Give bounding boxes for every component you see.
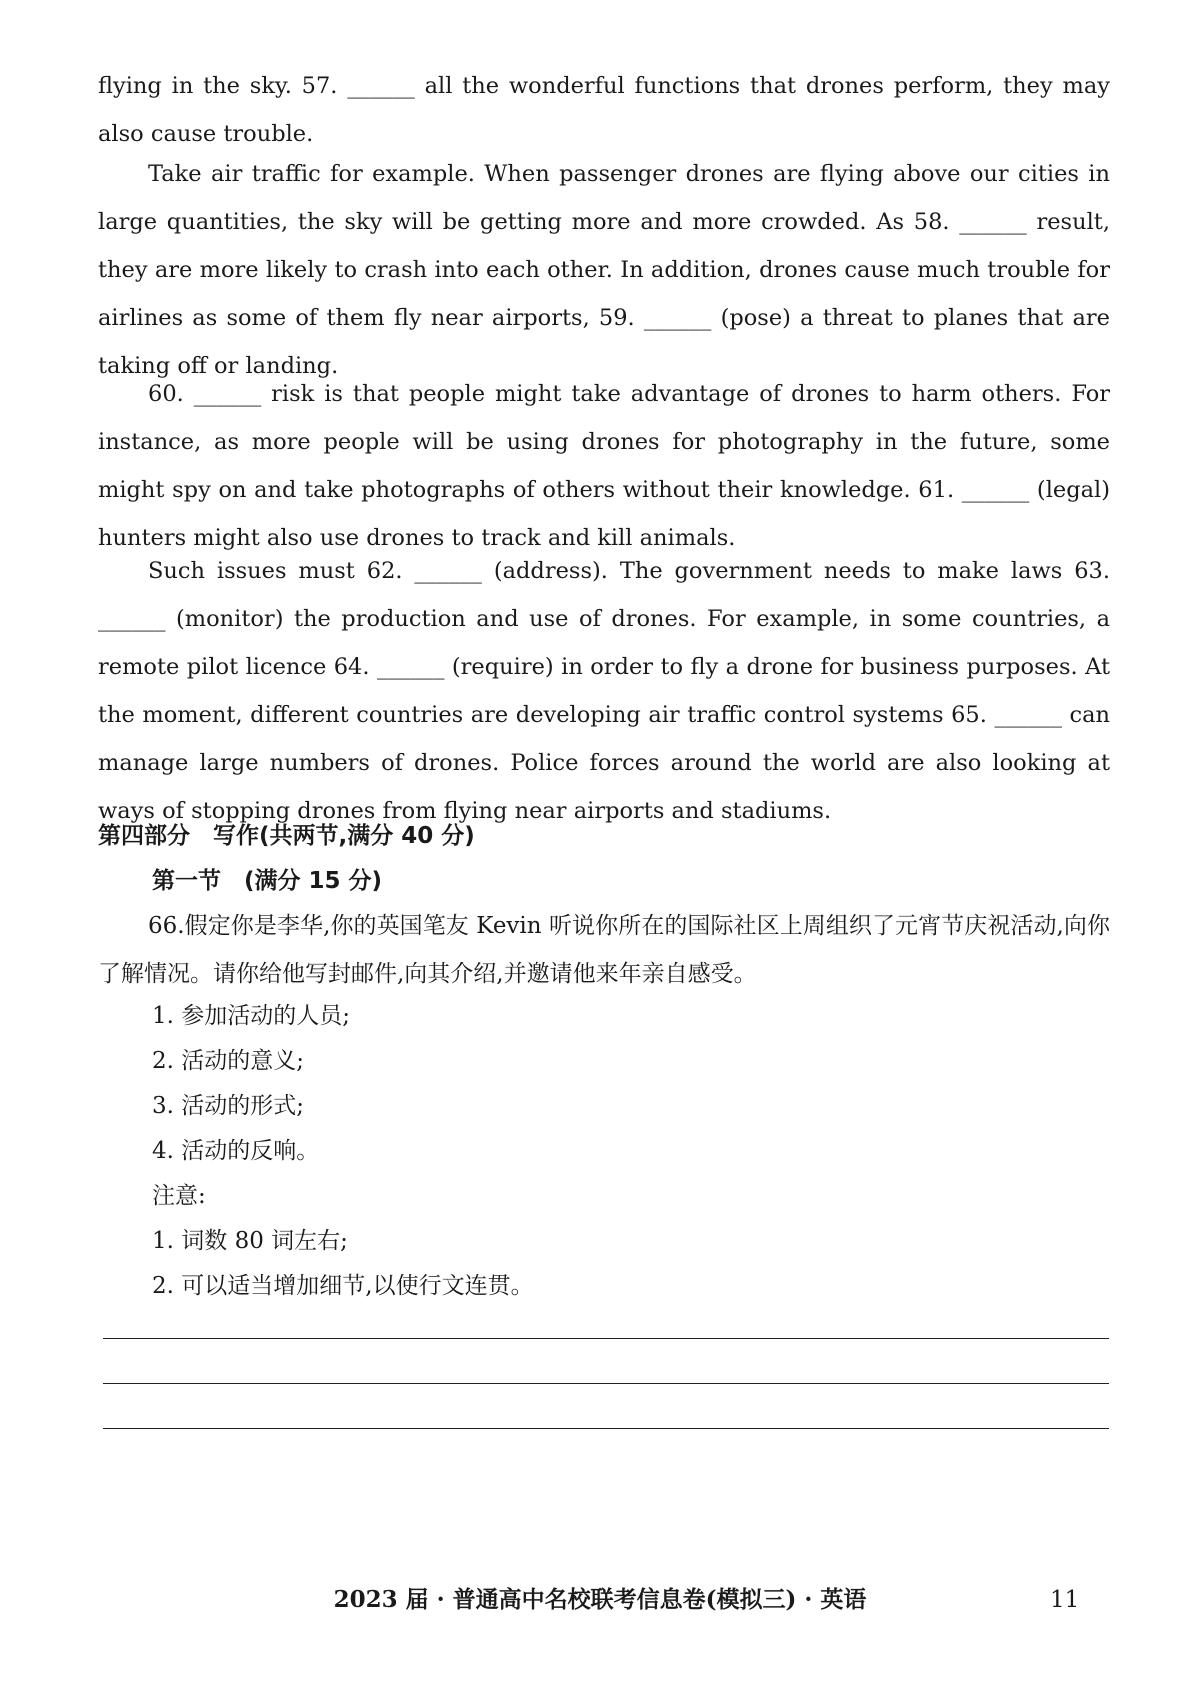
answer-line-2[interactable]: [103, 1383, 1109, 1384]
writing-point-4: 4. 活动的反响。: [152, 1138, 320, 1164]
notes-label: 注意:: [152, 1183, 206, 1209]
passage-paragraph-2: Take air traffic for example. When passenger drones are flying above our cities in large quantities, the sky will be getting more and more crowded. As 58. ______ result, they are more likely to crash into each other. In addition, drones cause much trouble for airlines as some of them fly near airports, 59. ______ (pose) a threat to planes that are taking off or landing.: [98, 161, 1110, 379]
note-1: 1. 词数 80 词左右;: [152, 1228, 348, 1254]
passage-paragraph-4: Such issues must 62. ______ (address). The government needs to make laws 63. ______ (monitor) the production and use of drones. For example, in some countries, a remote pilot licence 64. ______ (require) in order to fly a drone for business purposes. At the moment, different countries are developing air traffic control systems 65. ______ can manage large numbers of drones. Police forces around the world are also looking at ways of stopping drones from flying near airports and stadiums.: [98, 558, 1110, 824]
page-number: 11: [1050, 1587, 1080, 1613]
passage-paragraph-3: 60. ______ risk is that people might take advantage of drones to harm others. For instance, as more people will be using drones for photography in the future, some might spy on and take photographs of others without their knowledge. 61. ______ (legal) hunters might also use drones to track and kill animals.: [98, 381, 1110, 551]
passage-paragraph-1: flying in the sky. 57. ______ all the wonderful functions that drones perform, they may also cause trouble.: [98, 73, 1110, 147]
answer-line-3[interactable]: [103, 1428, 1109, 1429]
writing-part-title: 第四部分 写作(共两节,满分 40 分): [98, 823, 475, 849]
writing-point-1: 1. 参加活动的人员;: [152, 1003, 351, 1029]
writing-section-title: 第一节 (满分 15 分): [152, 868, 383, 894]
writing-point-2: 2. 活动的意义;: [152, 1048, 305, 1074]
footer-title: 2023 届 · 普通高中名校联考信息卷(模拟三) · 英语: [333, 1586, 867, 1613]
writing-prompt: 66.假定你是李华,你的英国笔友 Kevin 听说你所在的国际社区上周组织了元宵节庆祝活动,向你了解情况。请你给他写封邮件,向其介绍,并邀请他来年亲自感受。: [98, 913, 1110, 987]
note-2: 2. 可以适当增加细节,以使行文连贯。: [152, 1273, 534, 1299]
writing-point-3: 3. 活动的形式;: [152, 1093, 305, 1119]
answer-line-1[interactable]: [103, 1338, 1109, 1339]
